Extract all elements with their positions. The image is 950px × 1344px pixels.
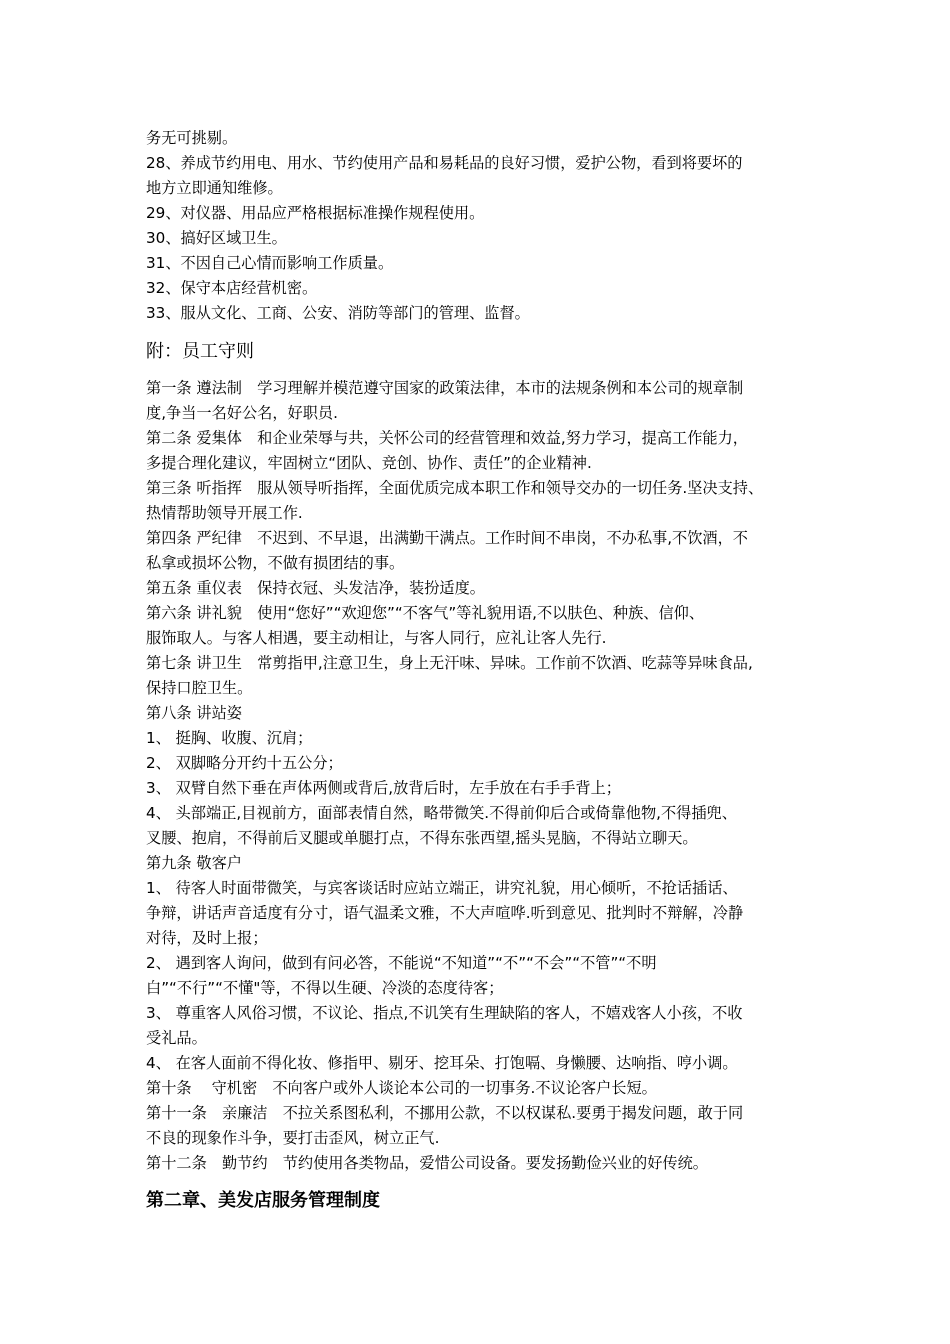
text-line: 第二条 爱集体 和企业荣辱与共，关怀公司的经营管理和效益,努力学习，提高工作能力， xyxy=(146,429,748,447)
text-line: 第八条 讲站姿 xyxy=(146,704,242,722)
appendix-heading: 附：员工守则 xyxy=(146,341,254,362)
text-line: 地方立即通知维修。 xyxy=(146,179,283,197)
text-line: 热情帮助领导开展工作. xyxy=(146,504,303,522)
text-line: 1、 挺胸、收腹、沉肩； xyxy=(146,729,313,747)
text-line: 第七条 讲卫生 常剪指甲,注意卫生，身上无汗味、异味。工作前不饮酒、吃蒜等异味食品, xyxy=(146,654,753,672)
text-line: 第四条 严纪律 不迟到、不早退，出满勤干满点。工作时间不串岗，不办私事,不饮酒，不 xyxy=(146,529,748,547)
text-line: 争辩，讲话声音适度有分寸，语气温柔文雅，不大声喧哗.听到意见、批判时不辩解，冷静 xyxy=(146,904,744,922)
chapter-heading: 第二章、美发店服务管理制度 xyxy=(146,1190,380,1211)
text-line: 第一条 遵法制 学习理解并模范遵守国家的政策法律，本市的法规条例和本公司的规章制 xyxy=(146,379,744,397)
text-line: 服饰取人。与客人相遇，要主动相让，与客人同行，应礼让客人先行. xyxy=(146,629,607,647)
text-line: 务无可挑剔。 xyxy=(146,129,238,147)
text-line: 第十二条 勤节约 节约使用各类物品，爱惜公司设备。要发扬勤俭兴业的好传统。 xyxy=(146,1154,708,1172)
text-line: 3、 尊重客人风俗习惯，不议论、指点,不讥笑有生理缺陷的客人，不嬉戏客人小孩，不收 xyxy=(146,1004,743,1022)
text-line: 2、 遇到客人询问，做到有问必答，不能说“不知道”“不”“不会”“不管”“不明 xyxy=(146,954,657,972)
text-line: 1、 待客人时面带微笑，与宾客谈话时应站立端正，讲究礼貌，用心倾听，不抢话插话、 xyxy=(146,879,738,897)
text-line: 第十一条 亲廉洁 不拉关系图私利，不挪用公款，不以权谋私.要勇于揭发问题，敢于同 xyxy=(146,1104,744,1122)
text-line: 白”“不行”“不懂"等，不得以生硬、冷淡的态度待客； xyxy=(146,979,504,997)
text-line: 4、 在客人面前不得化妆、修指甲、剔牙、挖耳朵、打饱嗝、身懒腰、达响指、哼小调。 xyxy=(146,1054,738,1072)
text-line: 2、 双脚略分开约十五公分； xyxy=(146,754,343,772)
text-line: 第五条 重仪表 保持衣冠、头发洁净，装扮适度。 xyxy=(146,579,485,597)
text-line: 28、养成节约用电、用水、节约使用产品和易耗品的良好习惯，爱护公物，看到将要坏的 xyxy=(146,154,743,172)
text-line: 私拿或损坏公物，不做有损团结的事。 xyxy=(146,554,405,572)
text-line: 31、不因自己心情而影响工作质量。 xyxy=(146,254,394,272)
text-line: 第九条 敬客户 xyxy=(146,854,242,872)
text-line: 29、对仪器、用品应严格根据标准操作规程使用。 xyxy=(146,204,485,222)
intro-section xyxy=(146,126,818,326)
text-line: 保持口腔卫生。 xyxy=(146,679,253,697)
text-line: 第三条 听指挥 服从领导听指挥，全面优质完成本职工作和领导交办的一切任务.坚决支持、 xyxy=(146,479,764,497)
employee-rules-section xyxy=(146,376,818,1176)
text-line: 32、保守本店经营机密。 xyxy=(146,279,318,297)
text-line: 度,争当一名好公名，好职员. xyxy=(146,404,338,422)
text-line: 第六条 讲礼貌 使用“您好”“欢迎您”“不客气”等礼貌用语,不以肤色、种族、信仰、 xyxy=(146,604,705,622)
text-line: 受礼品。 xyxy=(146,1029,207,1047)
text-line: 多提合理化建议，牢固树立“团队、竞创、协作、责任”的企业精神. xyxy=(146,454,592,472)
text-line: 叉腰、抱肩，不得前后叉腿或单腿打点，不得东张西望,摇头晃脑，不得站立聊天。 xyxy=(146,829,698,847)
text-line: 30、搞好区域卫生。 xyxy=(146,229,287,247)
text-line: 不良的现象作斗争，要打击歪风，树立正气. xyxy=(146,1129,440,1147)
text-line: 3、 双臂自然下垂在声体两侧或背后,放背后时，左手放在右手手背上； xyxy=(146,779,621,797)
document-page xyxy=(146,126,818,1215)
text-line: 对待，及时上报； xyxy=(146,929,268,947)
text-line: 4、 头部端正,目视前方，面部表情自然，略带微笑.不得前仰后合或倚靠他物,不得插兜、 xyxy=(146,804,737,822)
text-line: 33、服从文化、工商、公安、消防等部门的管理、监督。 xyxy=(146,304,530,322)
text-line: 第十条 守机密 不向客户或外人谈论本公司的一切事务.不议论客户长短。 xyxy=(146,1079,657,1097)
